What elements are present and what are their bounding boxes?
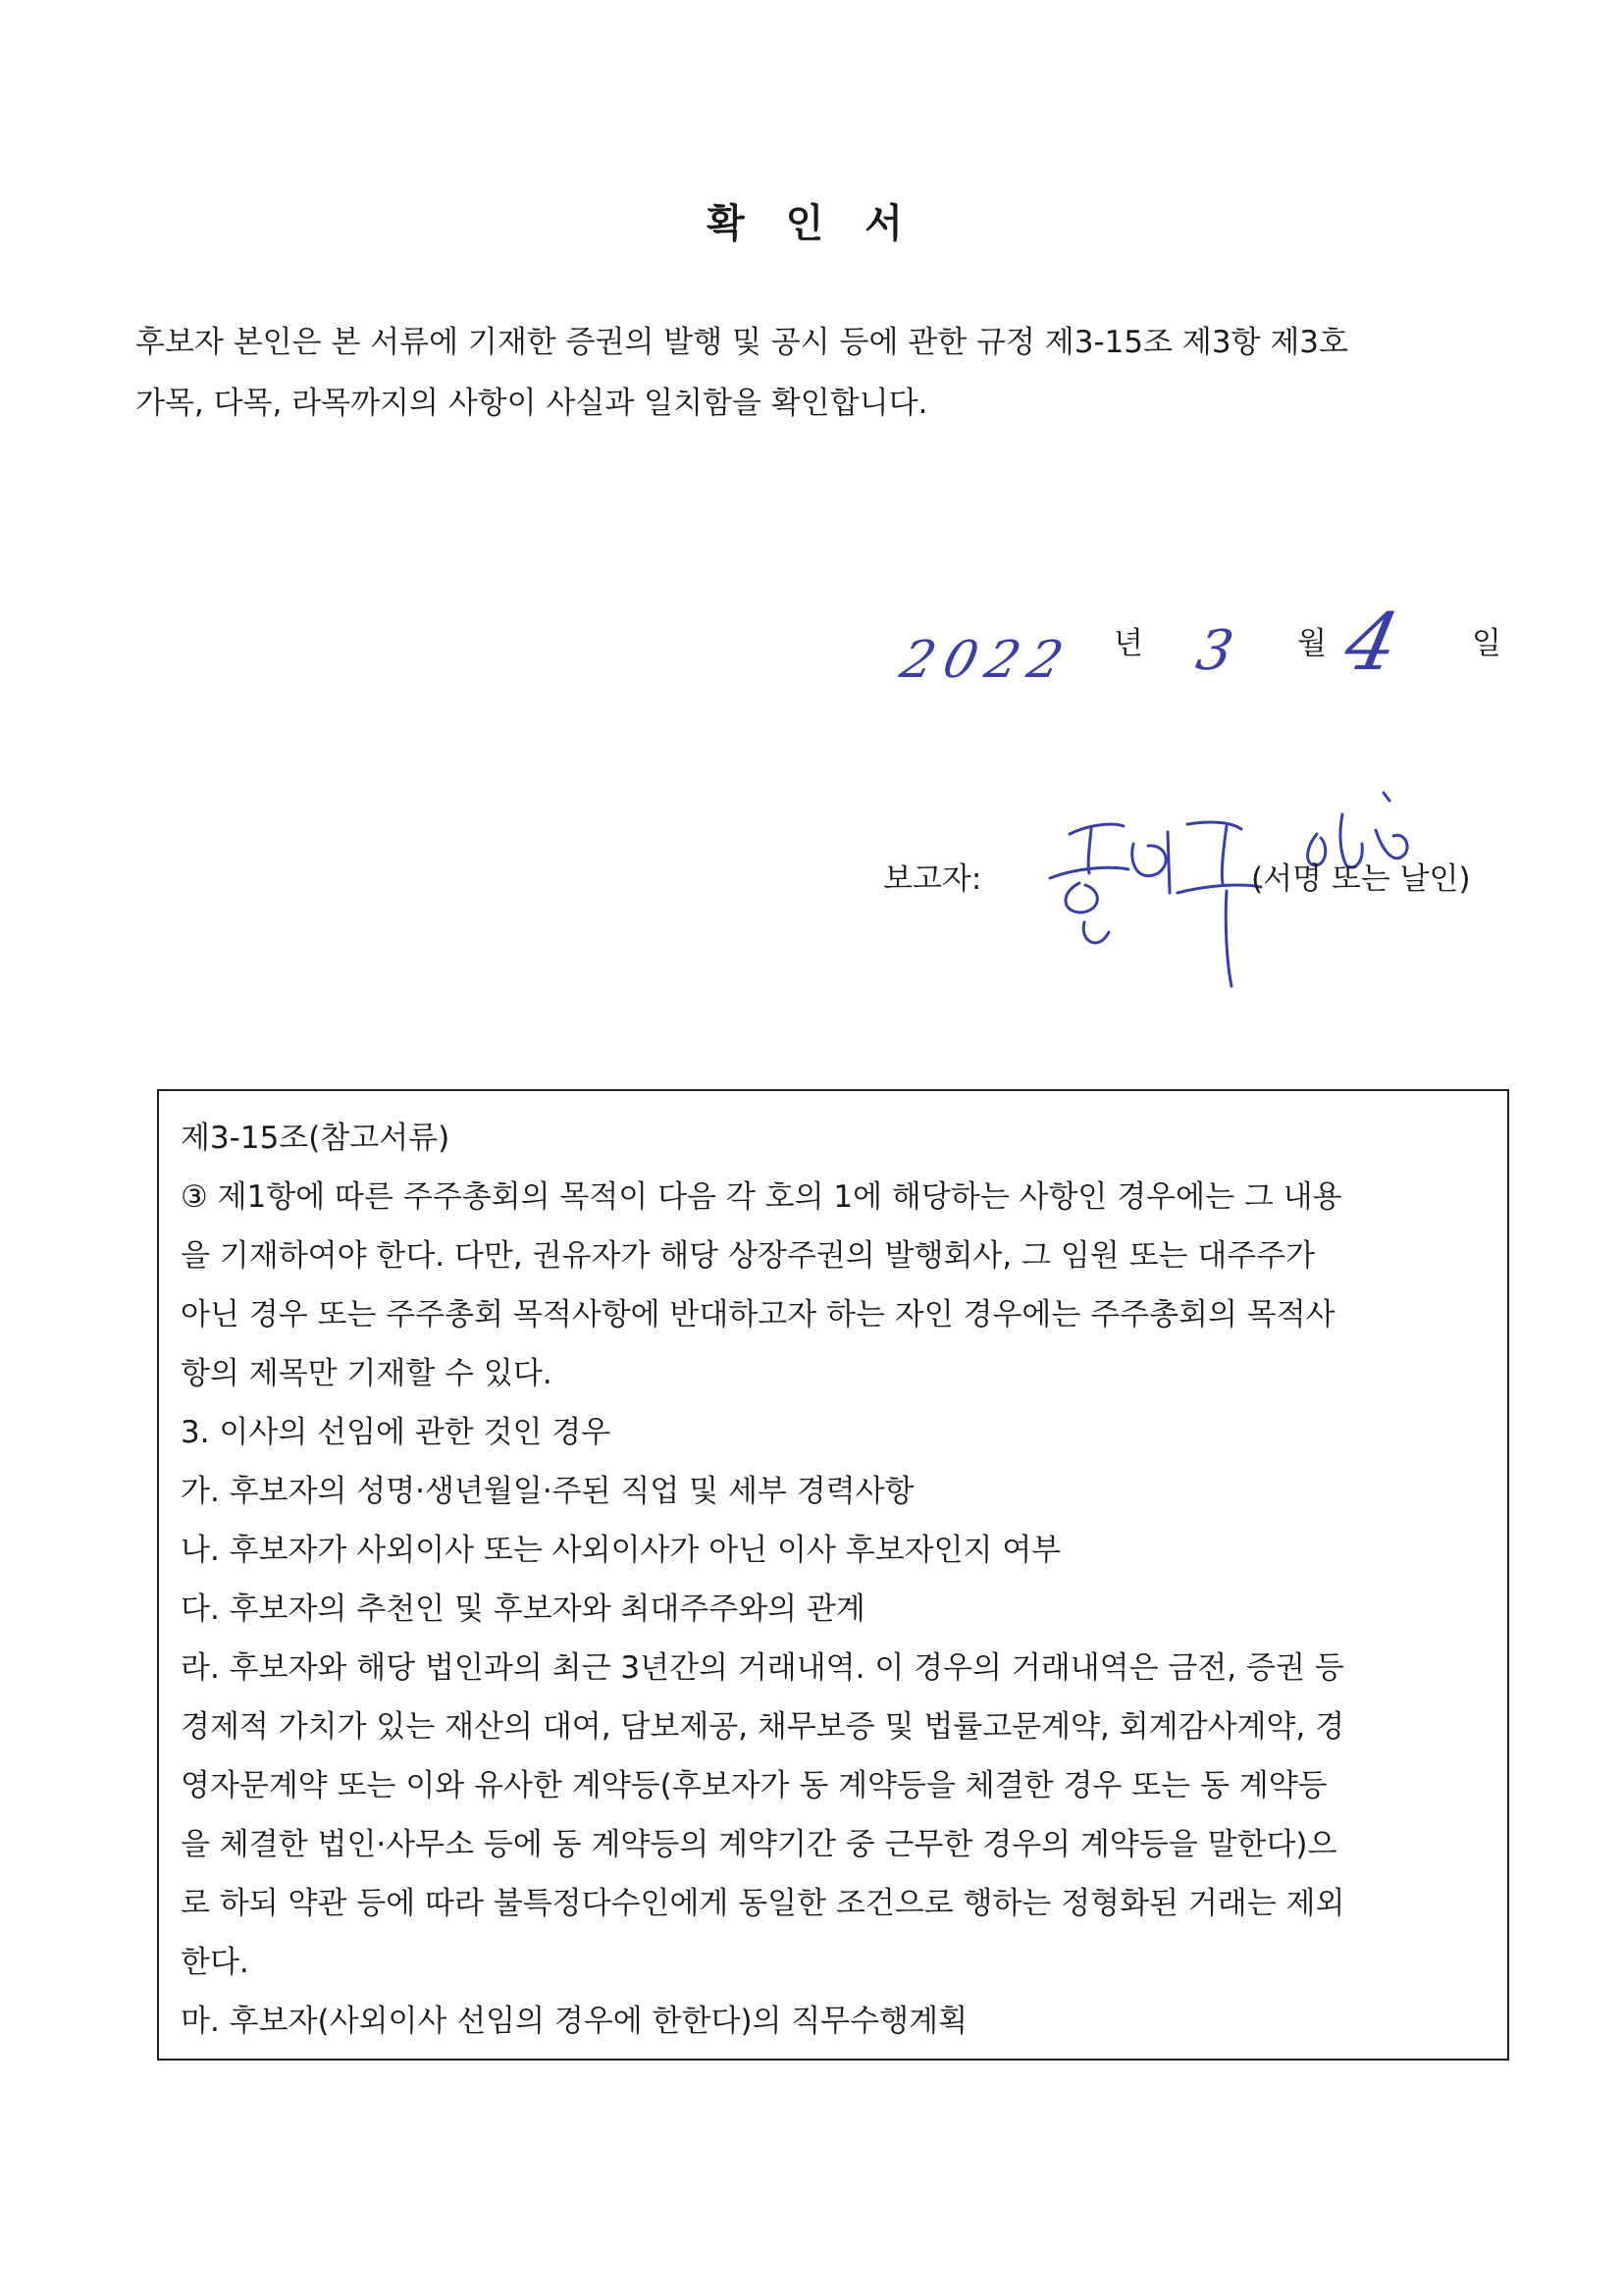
reference-line: 라. 후보자와 해당 법인과의 최근 3년간의 거래내역. 이 경우의 거래내역은 금전, 증권 등 [181, 1650, 1344, 1686]
date-line [883, 599, 1511, 706]
month-unit: 월 [1297, 626, 1327, 661]
reference-line: 항의 제목만 기재할 수 있다. [181, 1356, 552, 1391]
reference-line: 로 하되 약관 등에 따라 불특정다수인에게 동일한 조건으로 행하는 정형화된 거래는 제외 [181, 1886, 1345, 1921]
signature-note: (서명 또는 날인) [1251, 861, 1471, 897]
handwritten-year [894, 618, 1138, 706]
reference-line: 나. 후보자가 사외이사 또는 사외이사가 아닌 이사 후보자인지 여부 [181, 1533, 1062, 1568]
reference-regulation-box [157, 1089, 1509, 2061]
reference-line: 마. 후보자(사외이사 선임의 경우에 한한다)의 직무수행계획 [181, 2004, 969, 2039]
reference-line: 영자문계약 또는 이와 유사한 계약등(후보자가 동 계약등을 체결한 경우 또는 동 계약등 [181, 1768, 1328, 1803]
reference-line: 경제적 가치가 있는 재산의 대여, 담보제공, 채무보증 및 법률고문계약, 회계감사계약, 경 [181, 1709, 1345, 1745]
reference-line: 3. 이사의 선임에 관한 것인 경우 [181, 1415, 611, 1450]
statement-line: 후보자 본인은 본 서류에 기재한 증권의 발행 및 공시 등에 관한 규정 제3-15조 제3항 제3호 [135, 325, 1348, 360]
reference-line: 가. 후보자의 성명·생년월일·주된 직업 및 세부 경력사항 [181, 1474, 915, 1509]
day-unit: 일 [1472, 626, 1501, 661]
reference-line: ③ 제1항에 따른 주주총회의 목적이 다음 각 호의 1에 해당하는 사항인 경우에는 그 내용 [181, 1179, 1342, 1215]
handwritten-day-text: 4 [1336, 597, 1407, 689]
reference-line: 한다. [181, 1945, 249, 1980]
handwritten-month [1191, 608, 1256, 697]
reference-line: 을 체결한 법인·사무소 등에 동 계약등의 계약기간 중 근무한 경우의 계약등을 말한다)으 [181, 1827, 1337, 1862]
statement-line: 가목, 다목, 라목까지의 사항이 사실과 일치함을 확인합니다. [135, 386, 928, 421]
handwritten-day [1336, 591, 1431, 689]
year-unit: 년 [1114, 626, 1143, 661]
reference-line: 을 기재하여야 한다. 다만, 권유자가 해당 상장주권의 발행회사, 그 임원 또는 대주주가 [181, 1238, 1316, 1274]
confirmation-statement [135, 312, 1509, 434]
reporter-label: 보고자: [883, 861, 982, 897]
reference-line: 다. 후보자의 추천인 및 후보자와 최대주주와의 관계 [181, 1592, 865, 1627]
handwritten-year-text: 2022 [894, 630, 1079, 690]
handwritten-month-text: 3 [1191, 619, 1238, 683]
reference-heading: 제3-15조(참고서류) [181, 1121, 450, 1156]
reporter-signature-line [864, 775, 1531, 1011]
reference-line: 아닌 경우 또는 주주총회 목적사항에 반대하고자 하는 자인 경우에는 주주총회의 목적사 [181, 1297, 1335, 1332]
document-title: 확 인 서 [707, 201, 916, 246]
